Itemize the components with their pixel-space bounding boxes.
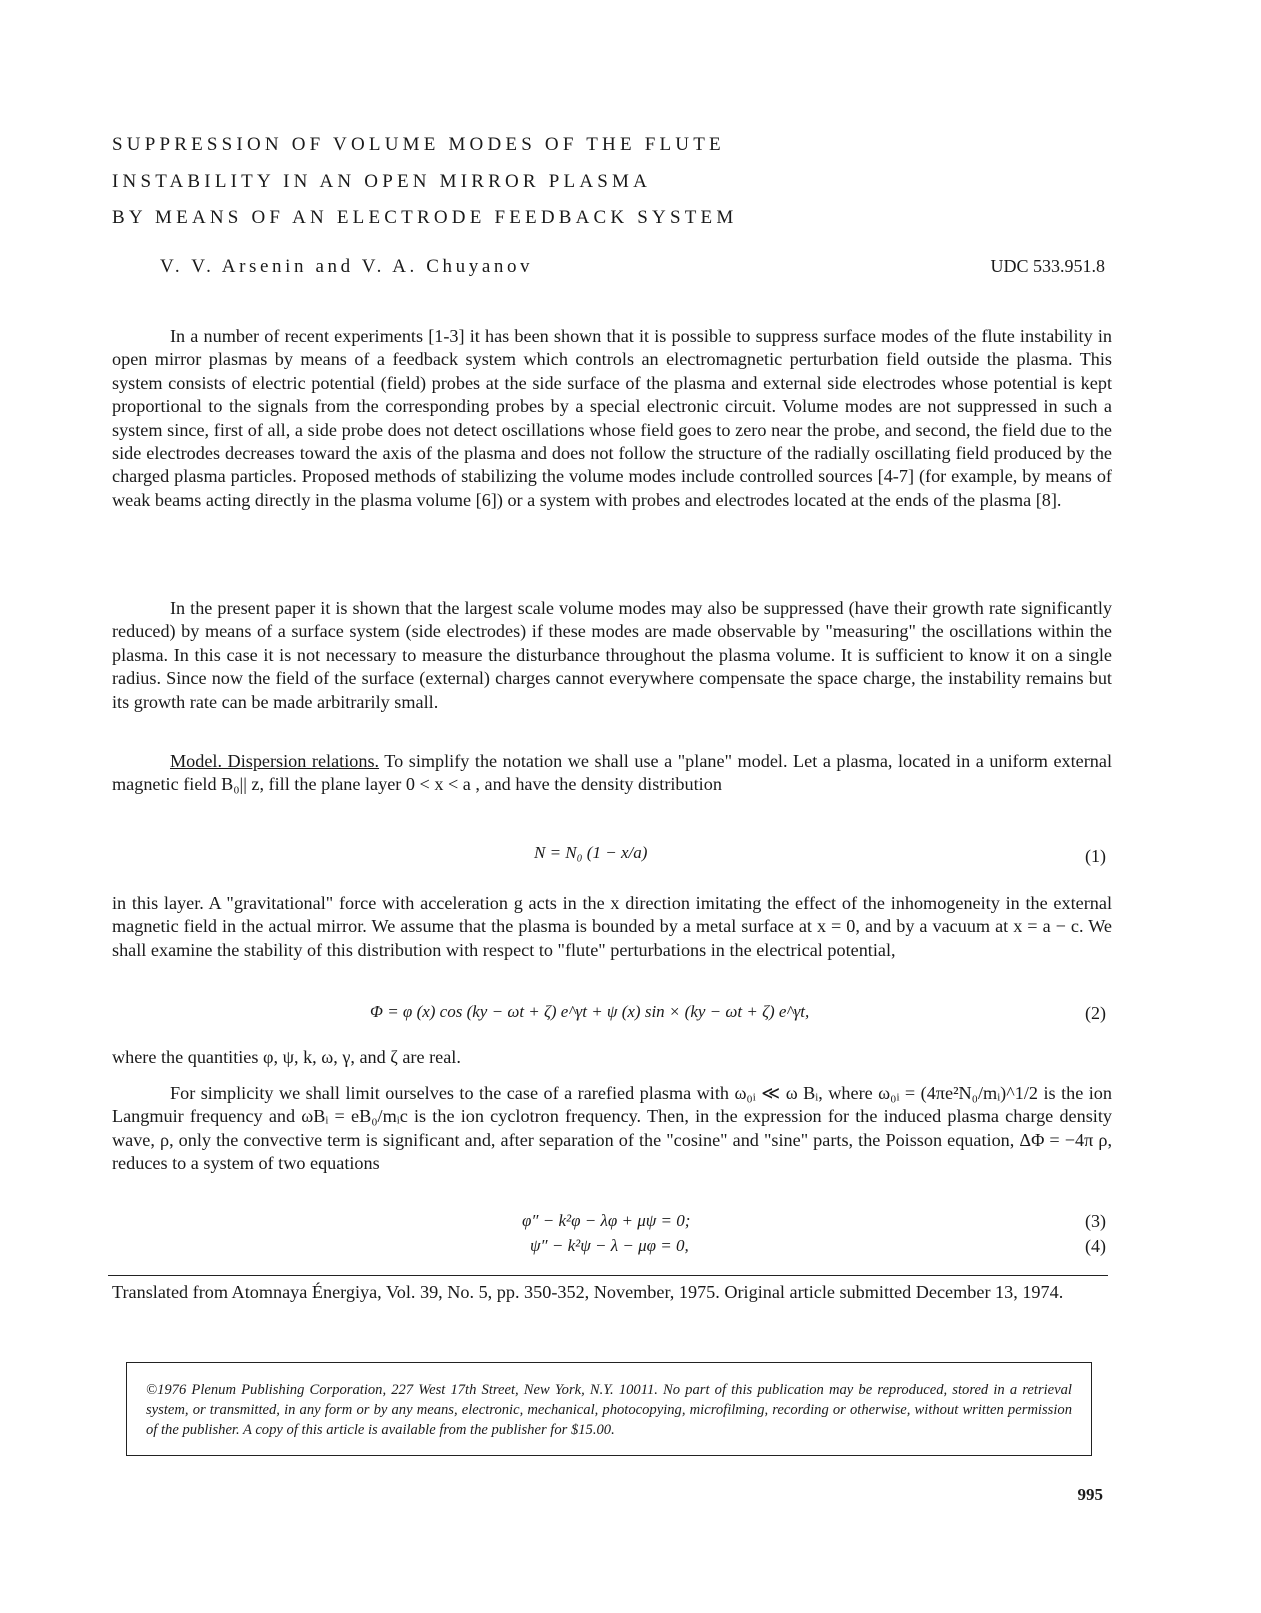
udc-code: UDC 533.951.8 <box>990 256 1105 276</box>
paragraph-quantities <box>112 1046 1112 1069</box>
paragraph-layer <box>112 892 1112 962</box>
copyright-notice: ©1976 Plenum Publishing Corporation, 227 West 17th Street, New York, N.Y. 10011. No part of this publication may be reproduced, stored in a retrieval system, or transmitted, in any form or by any means, electronic, mechanical, photocopying, microfilming, recording or otherwise, without written permission of the publisher. A copy of this article is available from the publisher for $15.00. <box>146 1382 1072 1438</box>
translation-footnote: Translated from Atomnaya Énergiya, Vol. 39, No. 5, pp. 350-352, November, 1975. Original article submitted December 13, 1974. <box>112 1282 1064 1302</box>
paragraph-4-text: in this layer. A "gravitational" force with acceleration g acts in the x direction imitating the effect of the inhomogeneity in the external magnetic field in the actual mirror. We assume that the plasma is bounded by a metal surface at x = 0, and by a vacuum at x = a − c. We shall examine the stability of this distribution with respect to "flute" perturbations in the electrical potential, <box>112 893 1112 960</box>
paragraph-intro <box>112 325 1112 512</box>
title-line-3: BY MEANS OF AN ELECTRODE FEEDBACK SYSTEM <box>112 207 738 228</box>
equation-3-number: (3) <box>1085 1211 1106 1231</box>
paragraph-present-paper <box>112 597 1112 714</box>
title-line-2: INSTABILITY IN AN OPEN MIRROR PLASMA <box>112 171 652 192</box>
section-heading-model: Model. Dispersion relations. <box>170 751 380 771</box>
paragraph-1-text: In a number of recent experiments [1-3] it has been shown that it is possible to suppress surface modes of the flute instability in open mirror plasmas by means of a feedback system which controls an electromagnetic perturbation field outside the plasma. This system consists of electric potential (field) probes at the side surface of the plasma and external side electrodes whose potential is kept proportional to the signals from the corresponding probes by a special electronic circuit. Volume modes are not suppressed in such a system since, first of all, a side probe does not detect oscillations whose field goes to zero near the probe, and second, the field due to the side electrodes decreases toward the axis of the plasma and does not follow the structure of the radially oscillating field produced by the charged plasma particles. Proposed methods of stabilizing the volume modes include controlled sources [4-7] (for example, by means of weak beams acting directly in the plasma volume [6]) or a system with probes and electrodes located at the ends of the plasma [8]. <box>112 326 1112 510</box>
paragraph-6-text: For simplicity we shall limit ourselves to the case of a rarefied plasma with ω₀ᵢ ≪ ω Bᵢ, where ω₀ᵢ = (4πe²N₀/mᵢ)^1/2 is the ion Langmuir frequency and ωBᵢ = eB₀/mᵢc is the ion cyclotron frequency. Then, in the expression for the induced plasma charge density wave, ρ, only the convective term is significant and, after separation of the "cosine" and "sine" parts, the Poisson equation, ΔΦ = −4π ρ, reduces to a system of two equations <box>112 1083 1112 1174</box>
equation-4: ψ″ − k²ψ − λ − μφ = 0, <box>530 1236 689 1255</box>
title-line-1: SUPPRESSION OF VOLUME MODES OF THE FLUTE <box>112 134 725 155</box>
authors: V. V. Arsenin and V. A. Chuyanov <box>160 256 534 277</box>
equation-3: φ″ − k²φ − λφ + μψ = 0; <box>522 1211 691 1230</box>
footnote-divider <box>108 1275 1108 1276</box>
paragraph-3-text: To simplify the notation we shall use a "plane" model. Let a plasma, located in a uniform external magnetic field B₀|| z, fill the plane layer 0 < x < a , and have the density distribution <box>112 751 1113 795</box>
equation-2: Φ = φ (x) cos (ky − ωt + ζ) e^γt + ψ (x) sin × (ky − ωt + ζ) e^γt, <box>370 1002 810 1021</box>
paragraph-2-text: In the present paper it is shown that the largest scale volume modes may also be suppressed (have their growth rate significantly reduced) by means of a surface system (side electrodes) if these modes are made observable by "measuring" the oscillations within the plasma. In this case it is not necessary to measure the disturbance throughout the plasma volume. It is sufficient to know it on a single radius. Since now the field of the surface (external) charges cannot everywhere compensate the space charge, the instability remains but its growth rate can be made arbitrarily small. <box>112 598 1112 712</box>
paragraph-5-text: where the quantities φ, ψ, k, ω, γ, and ζ are real. <box>112 1047 461 1067</box>
paragraph-model <box>112 750 1112 797</box>
equation-1-number: (1) <box>1085 846 1106 866</box>
equation-1: N = N₀ (1 − x/a) <box>534 843 648 862</box>
paragraph-rarefied-plasma <box>112 1082 1112 1176</box>
page-number: 995 <box>1077 1485 1103 1504</box>
equation-2-number: (2) <box>1085 1003 1106 1023</box>
equation-4-number: (4) <box>1085 1236 1106 1256</box>
